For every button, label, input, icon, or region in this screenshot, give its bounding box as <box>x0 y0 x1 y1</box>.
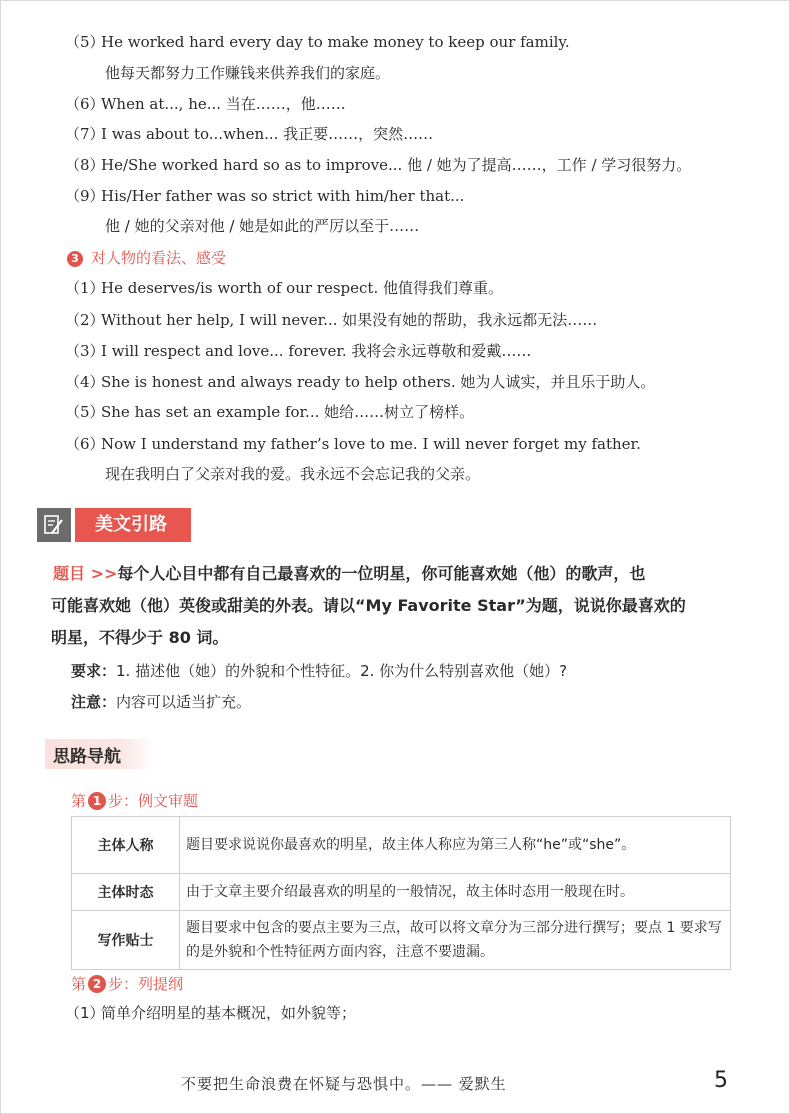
outline-item: （1）简单介绍明星的基本概况，如外貌等； <box>65 1004 357 1022</box>
list-item: （5）She has set an example for... 她给……树立了榜样。 <box>65 403 475 421</box>
section-heading: 3 对人物的看法、感受 <box>67 247 226 269</box>
table-value: 题目要求中包含的要点主要为三点，故可以将文章分为三部分进行撰写；要点 1 要求写的是外貌和个性特征两方面内容，注意不要遗漏。 <box>180 911 731 970</box>
list-item-translation: 他每天都努力工作赚钱来供养我们的家庭。 <box>105 64 391 82</box>
list-item: （6）Now I understand my father’s love to me. I will never forget my father. <box>65 435 641 453</box>
prompt-line: 可能喜欢她（他）英俊或甜美的外表。请以“My Favorite Star”为题，说说你最喜欢的 <box>51 596 686 615</box>
page-number: 5 <box>714 1068 728 1093</box>
list-item: （6）When at..., he... 当在……，他…… <box>65 95 346 113</box>
step-heading: 第 2 步：列提纲 <box>71 975 184 993</box>
table-row <box>72 874 731 911</box>
list-item: （8）He/She worked hard so as to improve... 他 / 她为了提高……，工作 / 学习很努力。 <box>65 156 692 174</box>
table-key: 主体时态 <box>72 874 180 911</box>
list-item-translation: 现在我明白了父亲对我的爱。我永远不会忘记我的父亲。 <box>105 465 481 483</box>
table-key: 主体人称 <box>72 817 180 874</box>
list-item: （2）Without her help, I will never... 如果没有她的帮助，我永远都无法…… <box>65 311 598 329</box>
prompt-line: 明星，不得少于 80 词。 <box>51 628 229 647</box>
prompt-line: 题目 >>每个人心目中都有自己最喜欢的一位明星，你可能喜欢她（他）的歌声，也 <box>53 564 646 583</box>
footer-quote: 不要把生命浪费在怀疑与恐惧中。—— 爱默生 <box>181 1075 507 1093</box>
pencil-note-icon <box>37 508 71 542</box>
section-number-badge: 3 <box>67 251 83 267</box>
section-banner <box>37 508 191 542</box>
table-row <box>72 911 731 970</box>
table-key: 写作贴士 <box>72 911 180 970</box>
table-row <box>72 817 731 874</box>
thinking-heading: 思路导航 <box>45 739 155 769</box>
step-heading: 第 1 步：例文审题 <box>71 792 199 810</box>
list-item: （7）I was about to...when... 我正要……，突然…… <box>65 125 434 143</box>
table-value: 由于文章主要介绍最喜欢的明星的一般情况，故主体时态用一般现在时。 <box>180 874 731 911</box>
list-item: （3）I will respect and love... forever. 我将会永远尊敬和爱戴…… <box>65 342 532 360</box>
list-item: （9）His/Her father was so strict with him/her that... <box>65 187 465 205</box>
banner-title: 美文引路 <box>75 508 191 542</box>
list-item: （1）He deserves/is worth of our respect. 他值得我们尊重。 <box>65 279 503 297</box>
requirements: 要求：1. 描述他（她）的外貌和个性特征。2. 你为什么特别喜欢他（她）? <box>71 662 568 680</box>
list-item: （4）She is honest and always ready to help others. 她为人诚实，并且乐于助人。 <box>65 373 656 391</box>
step-number-badge: 2 <box>88 975 106 993</box>
list-item-translation: 他 / 她的父亲对他 / 她是如此的严厉以至于…… <box>105 217 420 235</box>
step-number-badge: 1 <box>88 792 106 810</box>
list-item: （5）He worked hard every day to make money to keep our family. <box>65 33 570 51</box>
analysis-table <box>71 816 731 970</box>
table-value: 题目要求说说你最喜欢的明星，故主体人称应为第三人称“he”或“she”。 <box>180 817 731 874</box>
prompt-label: 题目 >> <box>53 564 118 583</box>
note: 注意：内容可以适当扩充。 <box>71 693 252 711</box>
